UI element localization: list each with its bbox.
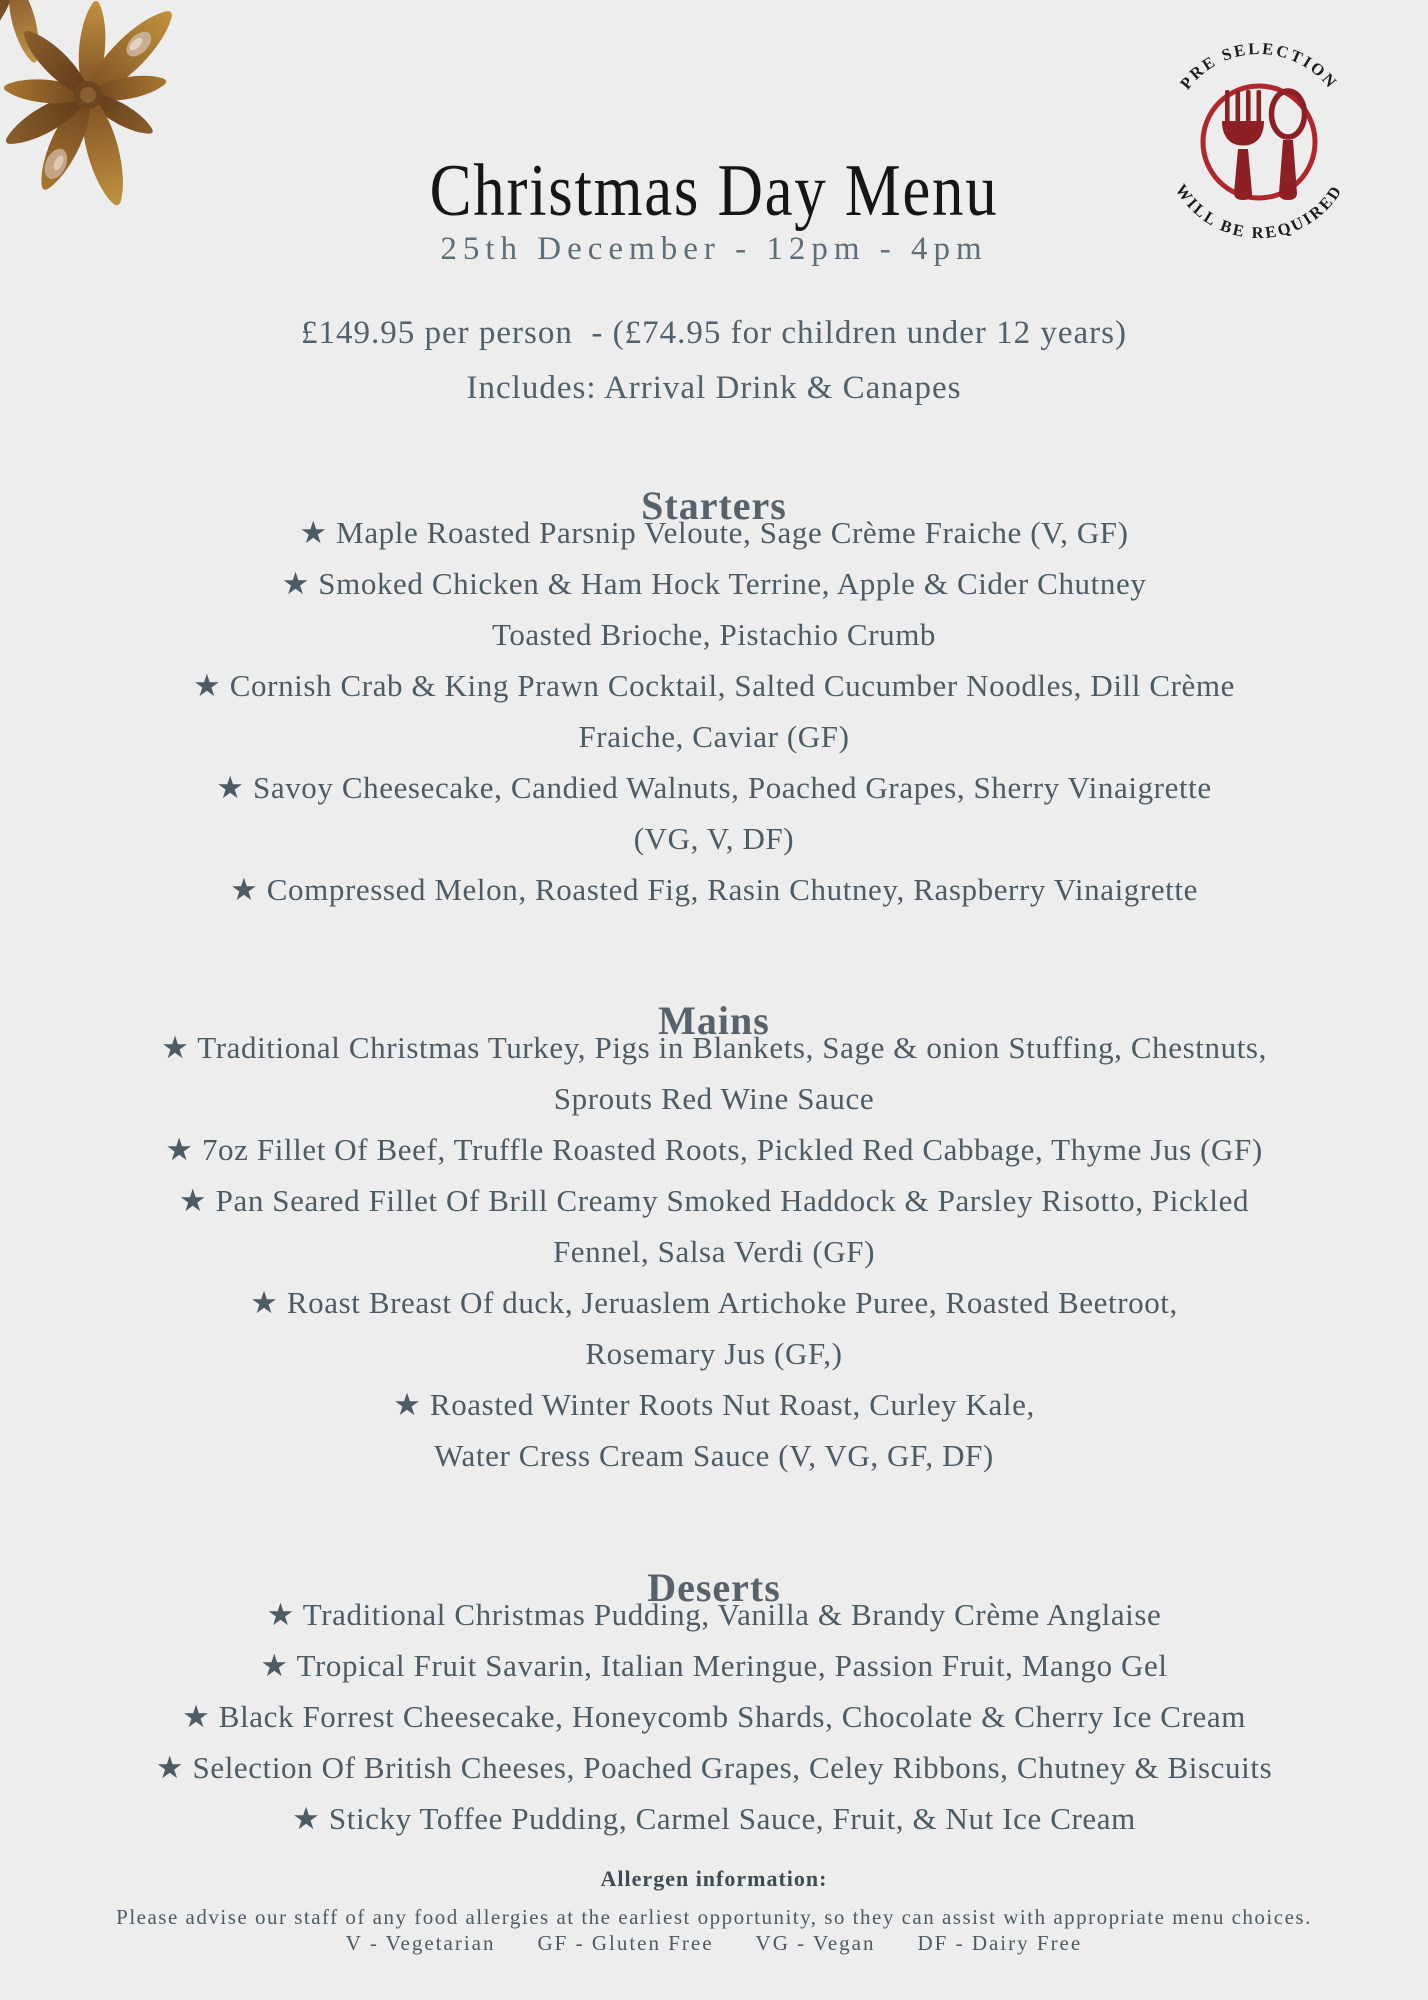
menu-item-line: ★ Traditional Christmas Pudding, Vanilla & Brandy Crème Anglaise — [266, 1597, 1162, 1632]
menu-item-line: ★ Black Forrest Cheesecake, Honeycomb Shards, Chocolate & Cherry Ice Cream — [182, 1699, 1246, 1734]
menu-item-line: ★ Pan Seared Fillet Of Brill Creamy Smoked Haddock & Parsley Risotto, Pickled — [178, 1183, 1250, 1218]
menu-item-line: ★ Traditional Christmas Turkey, Pigs in Blankets, Sage & onion Stuffing, Chestnuts, — [161, 1030, 1267, 1065]
menu-item-line: Rosemary Jus (GF,) — [585, 1336, 843, 1371]
section-heading-mains: Mains — [658, 998, 770, 1044]
footer-legend-item: GF - Gluten Free — [537, 1931, 714, 1955]
fork-icon — [1222, 90, 1264, 200]
menu-item-line: ★ Roast Breast Of duck, Jeruaslem Artichoke Puree, Roasted Beetroot, — [250, 1285, 1178, 1320]
preselection-badge — [1148, 28, 1370, 256]
menu-item-line: ★ Roasted Winter Roots Nut Roast, Curley Kale, — [393, 1387, 1035, 1422]
price-line: £149.95 per person - (£74.95 for children under 12 years) — [301, 315, 1127, 351]
badge-top-text: PRE SELECTION — [1176, 38, 1342, 93]
menu-item-line: ★ Sticky Toffee Pudding, Carmel Sauce, Fruit, & Nut Ice Cream — [292, 1801, 1136, 1836]
menu-item-line: Water Cress Cream Sauce (V, VG, GF, DF) — [434, 1438, 994, 1473]
menu-item-line: ★ Savoy Cheesecake, Candied Walnuts, Poached Grapes, Sherry Vinaigrette — [216, 770, 1212, 805]
deserts-items — [0, 1589, 1428, 1844]
footer-legend-item: V - Vegetarian — [345, 1931, 496, 1955]
mains-items — [0, 1022, 1428, 1481]
menu-item-line: ★ 7oz Fillet Of Beef, Truffle Roasted Roots, Pickled Red Cabbage, Thyme Jus (GF) — [165, 1132, 1263, 1167]
footer-legend-item: DF - Dairy Free — [917, 1931, 1083, 1955]
menu-item-line: Sprouts Red Wine Sauce — [553, 1081, 875, 1116]
menu-item-line: ★ Cornish Crab & King Prawn Cocktail, Salted Cucumber Noodles, Dill Crème — [193, 668, 1235, 703]
menu-item-line: ★ Tropical Fruit Savarin, Italian Meringue, Passion Fruit, Mango Gel — [260, 1648, 1168, 1683]
menu-item-line: ★ Smoked Chicken & Ham Hock Terrine, Apple & Cider Chutney — [281, 566, 1147, 601]
menu-item-line: ★ Selection Of British Cheeses, Poached Grapes, Celey Ribbons, Chutney & Biscuits — [155, 1750, 1273, 1785]
page-title: Christmas Day Menu — [429, 149, 999, 232]
section-heading-starters: Starters — [641, 483, 787, 529]
badge-bottom-text: WILL BE REQUIRED — [1171, 180, 1347, 243]
section-heading-deserts: Deserts — [647, 1565, 781, 1611]
footer-legend — [0, 1930, 1428, 1956]
date-subtitle: 25th December - 12pm - 4pm — [440, 231, 988, 267]
footer-allergen-text: Please advise our staff of any food allergies at the earliest opportunity, so they can assist with appropriate menu choices. — [116, 1905, 1312, 1929]
menu-item-line: Fennel, Salsa Verdi (GF) — [552, 1234, 876, 1269]
includes-line: Includes: Arrival Drink & Canapes — [466, 370, 962, 406]
menu-item-line: Toasted Brioche, Pistachio Crumb — [491, 617, 937, 652]
menu-item-line: Fraiche, Caviar (GF) — [578, 719, 850, 754]
menu-item-line: ★ Compressed Melon, Roasted Fig, Rasin Chutney, Raspberry Vinaigrette — [230, 872, 1198, 907]
menu-item-line: ★ Maple Roasted Parsnip Veloute, Sage Crème Fraiche (V, GF) — [299, 515, 1129, 550]
footer-allergen-title: Allergen information: — [600, 1866, 828, 1891]
footer-legend-item: VG - Vegan — [755, 1931, 876, 1955]
menu-item-line: (VG, V, DF) — [633, 821, 795, 856]
starters-items — [0, 507, 1428, 915]
